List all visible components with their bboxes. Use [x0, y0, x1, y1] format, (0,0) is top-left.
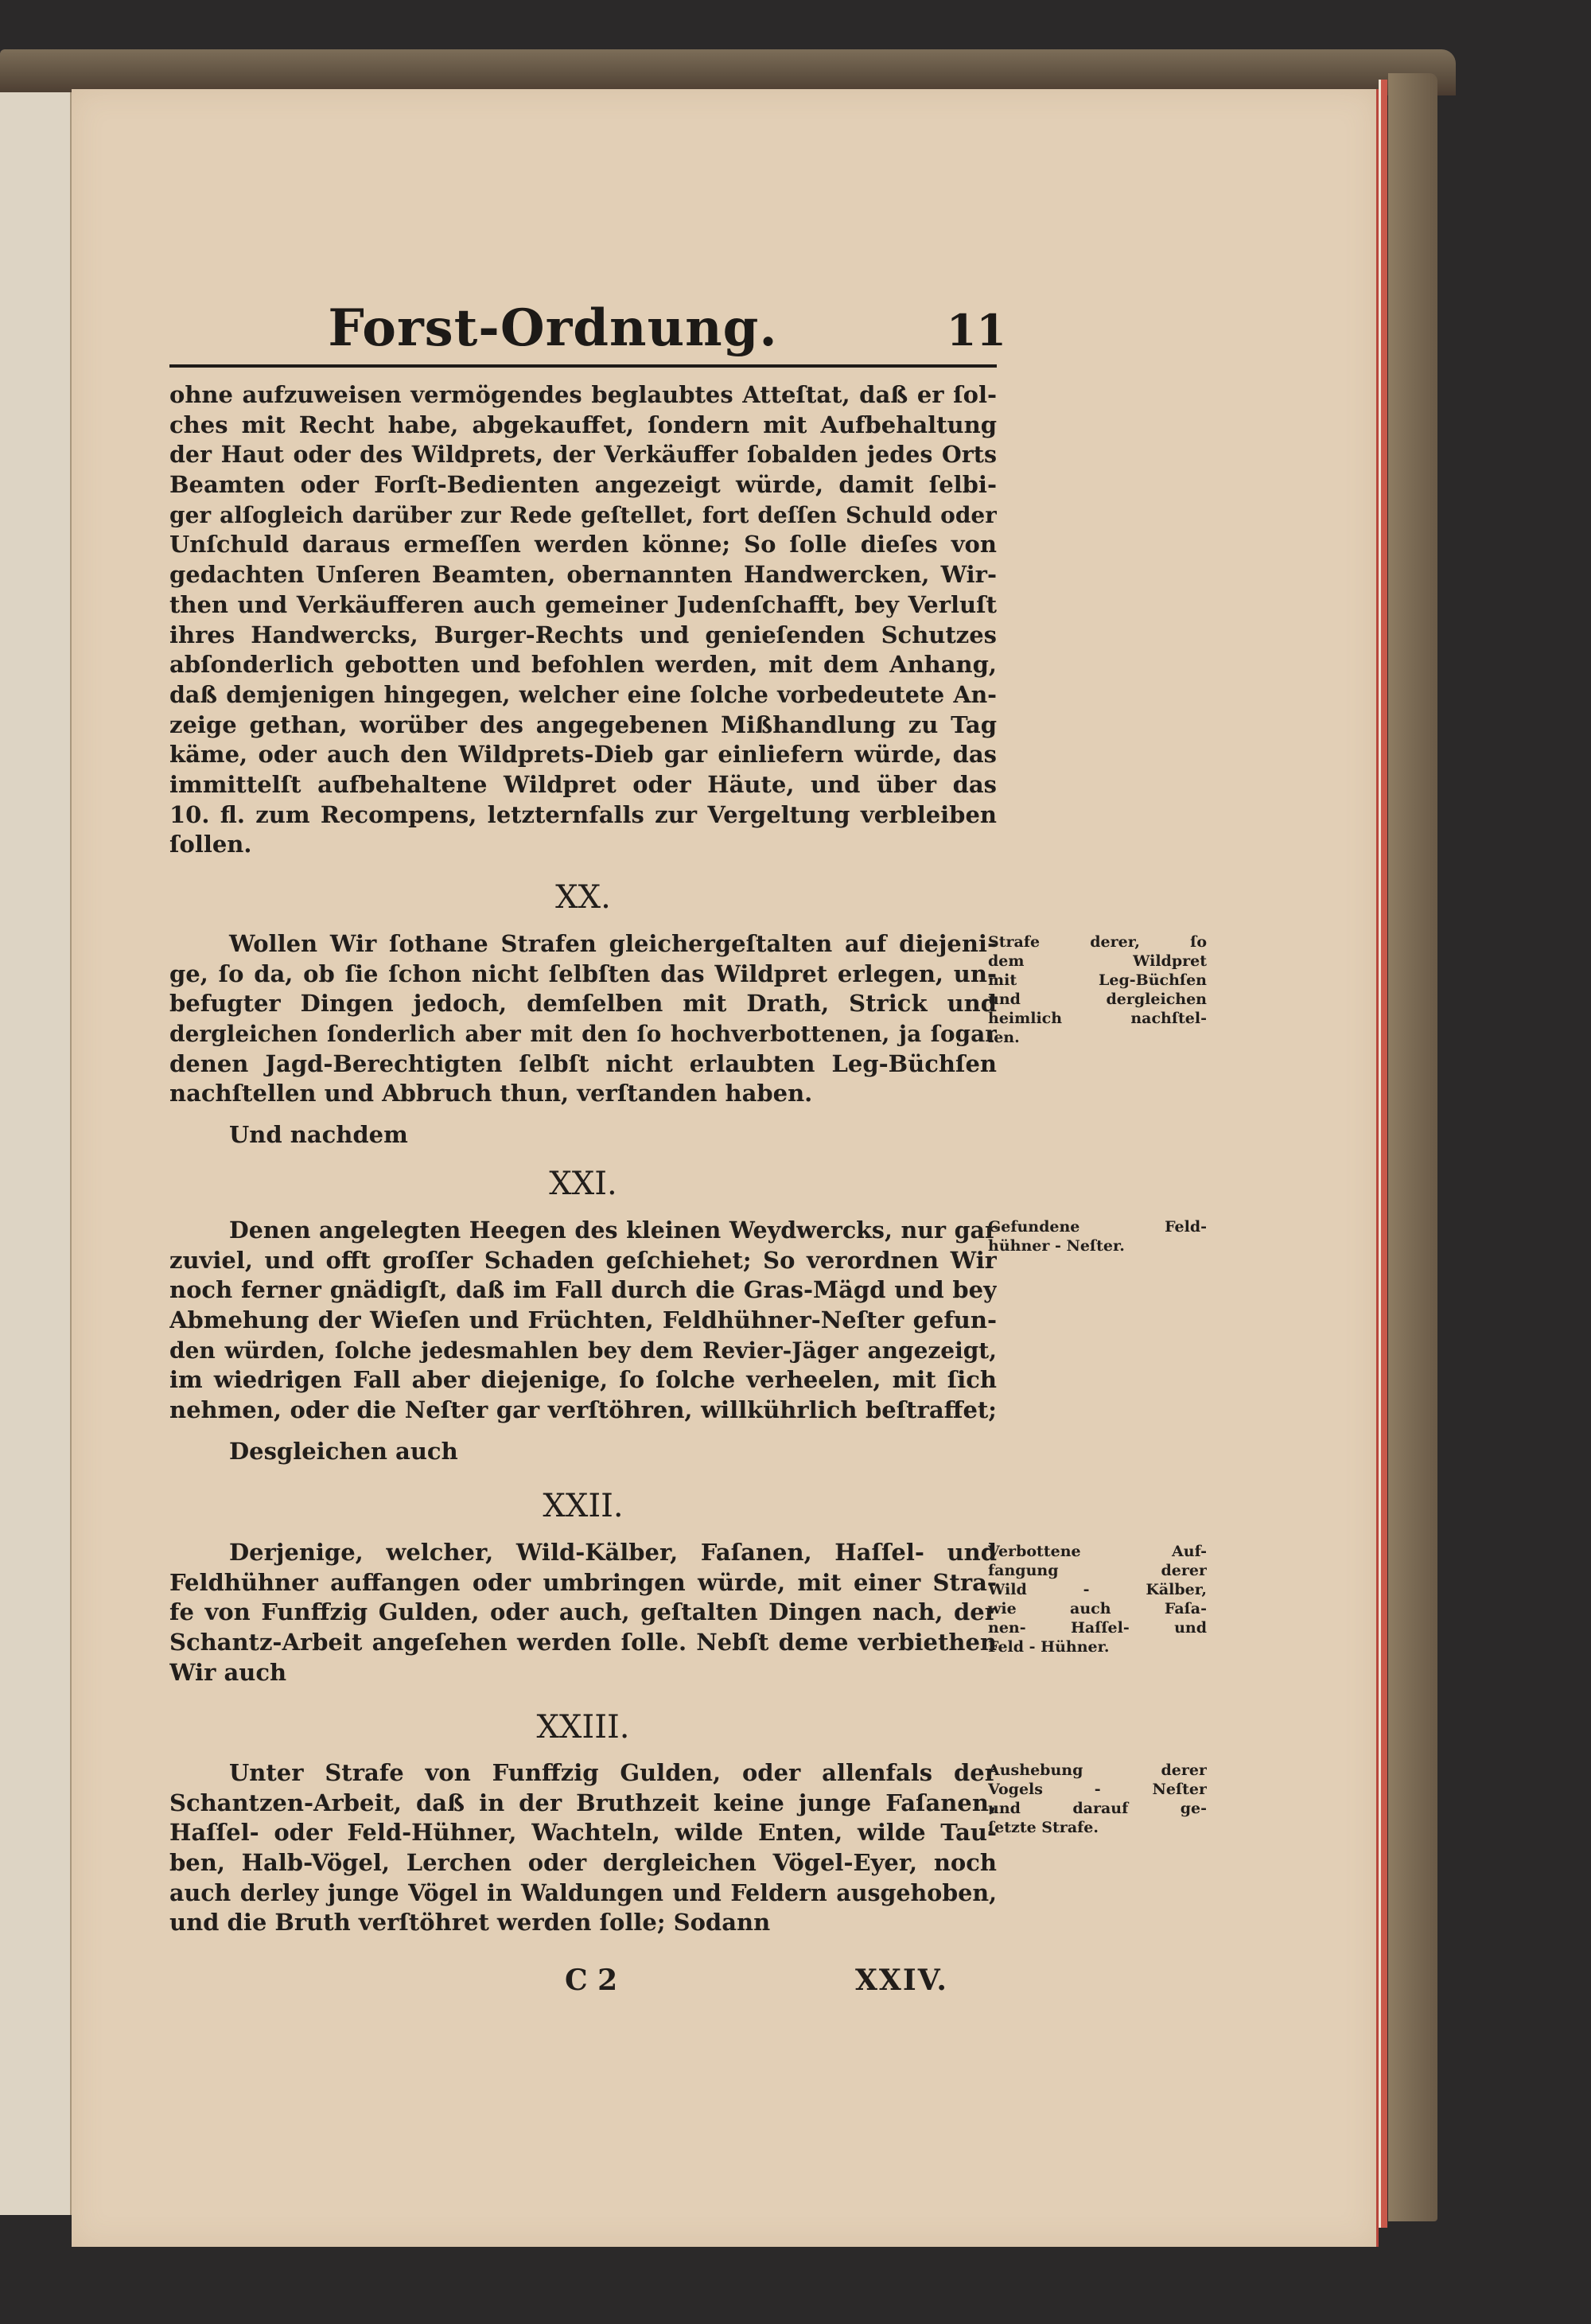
margin-note-line: nen- Haſſel- und [988, 1619, 1207, 1637]
text-line: Abmehung der Wieſen und Früchten, Feldhühner-Neſter gefun- [169, 1306, 997, 1334]
section-numeral-xxiii: XXIII. [536, 1709, 630, 1746]
margin-note-line: len. [988, 1029, 1020, 1046]
margin-note-line: Verbottene Auf- [988, 1543, 1207, 1560]
text-line: daß demjenigen hingegen, welcher eine ſolche vorbedeutete An- [169, 680, 997, 708]
text-line: befugter Dingen jedoch, demſelben mit Drath, Strick und [169, 990, 997, 1018]
paragraph-xxiii [169, 1758, 997, 1938]
text-line: nehmen, oder die Neſter gar verſtöhren, willkührlich beſtraffet; [169, 1396, 997, 1424]
margin-note-xxi [988, 1217, 1207, 1255]
running-title: Forst-Ordnung. [328, 298, 778, 358]
catchword: XXIV. [855, 1964, 948, 1997]
margin-note-line: und dergleichen [988, 991, 1207, 1008]
text-line: Haſſel- oder Feld-Hühner, Wachteln, wilde Enten, wilde Tau- [169, 1819, 997, 1847]
paragraph-xxii [169, 1538, 997, 1688]
text-line: ben, Halb-Vögel, Lerchen oder dergleichen Vögel-Eyer, noch [169, 1849, 997, 1877]
text-line: ge, ſo da, ob ſie ſchon nicht ſelbſten das Wildpret erlegen, un- [169, 960, 997, 987]
section-numeral-xxi: XXI. [549, 1166, 617, 1202]
margin-note-line: Gefundene Feld- [988, 1218, 1207, 1236]
margin-note-line: Wild - Kälber, [988, 1581, 1207, 1598]
text-line: auch derley junge Vögel in Waldungen und Feldern ausgehoben, [169, 1878, 997, 1906]
section-numeral-xxii: XXII. [543, 1488, 624, 1524]
text-line: Denen angelegten Heegen des kleinen Weydwercks, nur gar [229, 1216, 997, 1244]
text-line: und die Bruth verſtöhret werden ſolle; Sodann [169, 1909, 771, 1937]
margin-note-line: Aushebung derer [988, 1761, 1207, 1779]
text-line: abſonderlich gebotten und befohlen werden, mit dem Anhang, [169, 651, 997, 679]
paragraph-xx [169, 929, 997, 1150]
margin-note-xxiii [988, 1761, 1207, 1837]
margin-note-line: wie auch Faſa- [988, 1600, 1207, 1617]
red-page-edge [1379, 80, 1387, 2228]
margin-note-line: Strafe derer, ſo [988, 933, 1207, 951]
margin-note-line: hühner - Neſter. [988, 1237, 1125, 1255]
page-number: 11 [946, 305, 1006, 356]
text-line: denen Jagd-Berechtigten ſelbſt nicht erlaubten Leg-Büchſen [169, 1049, 997, 1077]
facing-page-edge [0, 92, 72, 2215]
book-binding-edge [1388, 73, 1437, 2221]
text-line: ger alſogleich darüber zur Rede geſtellet, fort deſſen Schuld oder [169, 501, 997, 528]
text-line: zuviel, und offt groſſer Schaden geſchiehet; So verordnen Wir [169, 1246, 997, 1274]
text-line: Schantzen-Arbeit, daß in der Bruthzeit keine junge Faſanen, [169, 1789, 997, 1816]
page-header [99, 298, 1006, 370]
text-line: Beamten oder Forſt-Bedienten angezeigt würde, damit ſelbi- [169, 471, 997, 499]
text-line: Wollen Wir ſothane Strafen gleichergeſtalten auf diejeni- [229, 930, 997, 957]
text-line: nachſtellen und Abbruch thun, verſtanden haben. [169, 1080, 813, 1108]
trailer-line: Desgleichen auch [229, 1437, 458, 1465]
text-line: im wiedrigen Fall aber diejenige, ſo ſolche verheelen, mit ſich [169, 1366, 997, 1394]
margin-note-xx [988, 932, 1207, 1047]
margin-note-xxii [988, 1542, 1207, 1656]
margin-note-line: und darauf ge- [988, 1800, 1207, 1817]
text-line: Derjenige, welcher, Wild-Kälber, Faſanen, Haſſel- und [229, 1539, 997, 1566]
text-line: then und Verkäufferen auch gemeiner Judenſchafft, bey Verluſt [169, 590, 997, 618]
text-line: Unſchuld daraus ermeſſen werden könne; So ſolle dieſes von [169, 531, 997, 559]
trailer-line: Und nachdem [229, 1121, 408, 1149]
text-line: fe von Funffzig Gulden, oder auch, geſtalten Dingen nach, der [169, 1598, 997, 1626]
paragraph-xxi [169, 1216, 997, 1467]
margin-note-line: dem Wildpret [988, 952, 1207, 970]
text-line: noch ferner gnädigſt, daß im Fall durch die Gras-Mägd und bey [169, 1276, 997, 1304]
text-line: ihres Handwercks, Burger-Rechts und genieſenden Schutzes [169, 621, 997, 648]
margin-note-line: Feld - Hühner. [988, 1638, 1110, 1656]
text-line: dergleichen ſonderlich aber mit den ſo hochverbottenen, ja ſogar [169, 1021, 997, 1048]
text-line: ohne aufzuweisen vermögendes beglaubtes Atteſtat, daß er ſol- [169, 381, 997, 408]
text-line: zeige gethan, worüber des angegebenen Mißhandlung zu Tag [169, 710, 997, 738]
text-line: käme, oder auch den Wildprets-Dieb gar einliefern würde, das [169, 741, 997, 769]
paragraph-intro [169, 380, 997, 860]
section-numeral-xx: XX. [555, 879, 611, 916]
margin-note-line: mit Leg-Büchſen [988, 971, 1207, 989]
signature-mark: C 2 [565, 1964, 618, 1997]
text-line: der Haut oder des Wildprets, der Verkäuffer ſobalden jedes Orts [169, 441, 997, 469]
margin-note-line: Vogels - Neſter [988, 1781, 1207, 1798]
text-line: gedachten Unſeren Beamten, obernannten Handwercken, Wir- [169, 561, 997, 589]
margin-note-line: fangung derer [988, 1562, 1207, 1579]
text-line: Wir auch [169, 1658, 287, 1686]
margin-note-line: heimlich nachſtel- [988, 1010, 1207, 1027]
text-line: den würden, ſolche jedesmahlen bey dem Revier-Jäger angezeigt, [169, 1337, 997, 1364]
text-line: 10. fl. zum Recompens, letzternfalls zur Vergeltung verbleiben [169, 800, 997, 828]
text-line: ſollen. [169, 831, 252, 858]
text-line: ches mit Recht habe, abgekauffet, ſondern mit Aufbehaltung [169, 411, 997, 438]
text-line: Unter Strafe von Funffzig Gulden, oder allenfals der [229, 1759, 997, 1786]
text-line: immittelſt aufbehaltene Wildpret oder Häute, und über das [169, 770, 997, 798]
header-rule [169, 364, 997, 368]
text-line: Feldhühner auffangen oder umbringen würde, mit einer Stra- [169, 1568, 997, 1596]
text-line: Schantz-Arbeit angeſehen werden ſolle. Nebſt deme verbiethen [169, 1629, 997, 1656]
margin-note-line: ſetzte Strafe. [988, 1819, 1099, 1836]
